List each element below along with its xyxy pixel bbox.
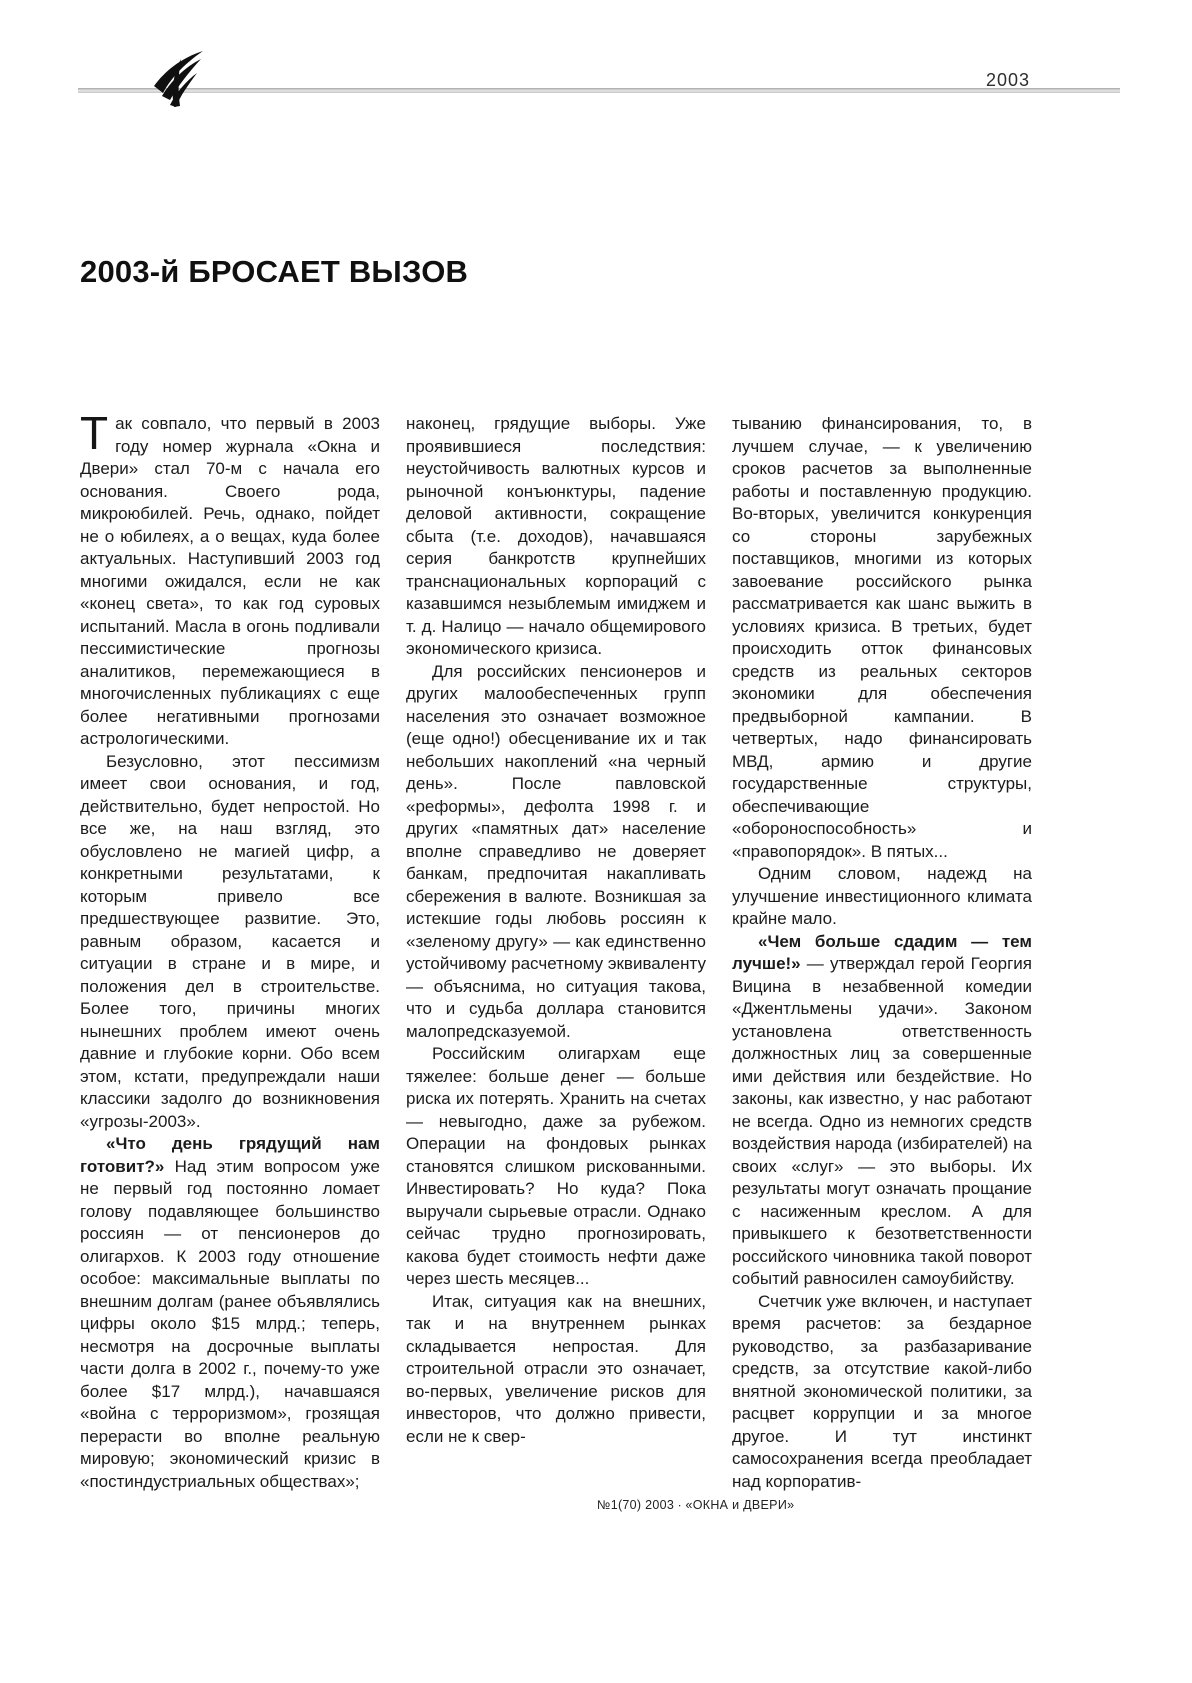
paragraph xyxy=(732,863,1032,931)
paragraph xyxy=(406,413,706,661)
paragraph-lead: «Что день грядущий нам готовит?» xyxy=(80,1134,380,1176)
paragraph xyxy=(732,1291,1032,1494)
paragraph xyxy=(732,931,1032,1291)
paragraph-text: Над этим вопросом уже не первый год постоянно ломает голову подавляющее большинство россиян — от пенсионеров до олигархов. К 2003 году отношение особое: максимальные выплаты по внешним долгам (ранее объявлялись цифры около $15 млрд.; теперь, несмотря на досрочные выплаты части долга в 2002 г., почему-то уже более $17 млрд.), начавшаяся «война с терроризмом», грозящая перерасти во вполне реальную мировую; экономический кризис в «постиндустриальных обществах»; xyxy=(80,1156,380,1491)
paragraph-text: Безусловно, этот пессимизм имеет свои основания, и год, действительно, будет непростой. Но все же, на наш взгляд, это обусловлено не магией цифр, а конкретными результатами, к которым привело все предшествующее развитие. Это, равным образом, касается и ситуации в стране и в мире, и положения дел в строительстве. Более того, причины многих нынешних проблем имеют очень давние и глубокие корни. Обо всем этом, кстати, предупреждали наши классики задолго до возникновения «угрозы-2003». xyxy=(80,751,380,1131)
page-footer xyxy=(597,1498,794,1512)
paragraph-text: наконец, грядущие выборы. Уже проявившиеся последствия: неустойчивость валютных курсов и рыночной конъюнктуры, падение деловой активности, сокращение сбыта (т.е. доходов), начавшаяся серия банкротств крупнейших транснациональных корпораций с казавшимся незыблемым имиджем и т. д. Налицо — начало общемирового экономического кризиса. xyxy=(406,414,706,658)
paragraph xyxy=(732,413,1032,863)
publisher-logo-icon xyxy=(150,50,206,108)
paragraph-text: Российским олигархам еще тяжелее: больше денег — больше риска их потерять. Хранить на счетах — невыгодно, даже за рубежом. Операции на фондовых рынках становятся слишком рискованными. Инвестировать? Но куда? Пока выручали сырьевые отрасли. Однако сейчас трудно прогнозировать, какова будет стоимость нефти даже через шесть месяцев... xyxy=(406,1044,706,1288)
paragraph-text: — утверждал герой Георгия Вицина в незабвенной комедии «Джентльмены удачи». Законом установлена ответственность должностных лиц за совершенные ими действия или бездействие. Но законы, как известно, у нас работают не всегда. Одно из немногих средств воздействия народа (избирателей) на своих «слуг» — это выборы. Их результаты могут означать прощание с насиженным креслом. А для привыкшего к безответственности российского чиновника такой поворот событий равносилен самоубийству. xyxy=(732,954,1032,1288)
paragraph-lead: «Чем больше сдадим — тем лучше!» xyxy=(732,931,1032,973)
paragraph xyxy=(80,1133,380,1493)
paragraph-text: Для российских пенсионеров и других малообеспеченных групп населения это означает возможное (еще одно!) обесценивание их и так небольших накоплений «на черный день». После павловской «реформы», дефолта 1998 г. и других «памятных дат» население вполне справедливо не доверяет банкам, предпочитая накапливать сбережения в валюте. Возникшая за истекшие годы любовь россиян к «зеленому другу» — как единственно устойчивому расчетному эквиваленту — объяснима, но ситуация такова, что и судьба доллара становится малопредсказуемой. xyxy=(406,661,706,1041)
paragraph xyxy=(406,661,706,1044)
article-title: 2003-й БРОСАЕТ ВЫЗОВ xyxy=(80,254,469,289)
dropcap: Т xyxy=(80,407,109,459)
paragraph xyxy=(406,1291,706,1449)
paragraph-text: Счетчик уже включен, и наступает время расчетов: за бездарное руководство, за разбазаривание средств, за отсутствие какой-либо внятной экономической политики, за расцвет коррупции и за многое другое. И тут инстинкт самосохранения всегда преобладает над корпоратив- xyxy=(732,1291,1032,1491)
paragraph xyxy=(406,1043,706,1291)
article-body xyxy=(80,407,1032,1493)
paragraph-text: Одним словом, надежд на улучшение инвестиционного климата крайне мало. xyxy=(732,864,1032,928)
header-rule xyxy=(78,88,1120,93)
footer-text: №1(70) 2003 ∙ «ОКНА и ДВЕРИ» xyxy=(597,1498,795,1512)
column-2 xyxy=(406,413,706,1493)
paragraph-text: ак совпало, что первый в 2003 году номер журнала «Окна и Двери» стал 70-м с начала его основания. Своего рода, микроюбилей. Речь, однако, пойдет не о юбилеях, а о вещах, куда более актуальных. Наступивший 2003 год многими ожидался, если не как «конец света», то как год суровых испытаний. Масла в огонь подливали пессимистические прогнозы аналитиков, перемежающиеся в многочисленных публикациях с еще более негативными прогнозами астрологическими. xyxy=(80,414,380,748)
column-1 xyxy=(80,407,380,1493)
paragraph-text: Итак, ситуация как на внешних, так и на внутреннем рынках складывается непростая. Для строительной отрасли это означает, во-первых, увеличение рисков для инвесторов, что должно привести, если не к свер- xyxy=(406,1291,706,1446)
header-year: 2003 xyxy=(985,70,1030,90)
column-3 xyxy=(732,413,1032,1493)
paragraph-text: тыванию финансирования, то, в лучшем случае, — к увеличению сроков расчетов за выполненные работы и поставленную продукцию. Во-вторых, увеличится конкуренция со стороны зарубежных поставщиков, многими из которых завоевание российского рынка рассматривается как шанс выжить в условиях кризиса. В третьих, будет происходить отток финансовых средств из реальных секторов экономики для обеспечения предвыборной кампании. В четвертых, надо финансировать МВД, армию и другие государственные структуры, обеспечивающие «обороноспособность» и «правопорядок». В пятых... xyxy=(732,414,1032,861)
paragraph xyxy=(80,751,380,1134)
paragraph xyxy=(80,407,380,751)
